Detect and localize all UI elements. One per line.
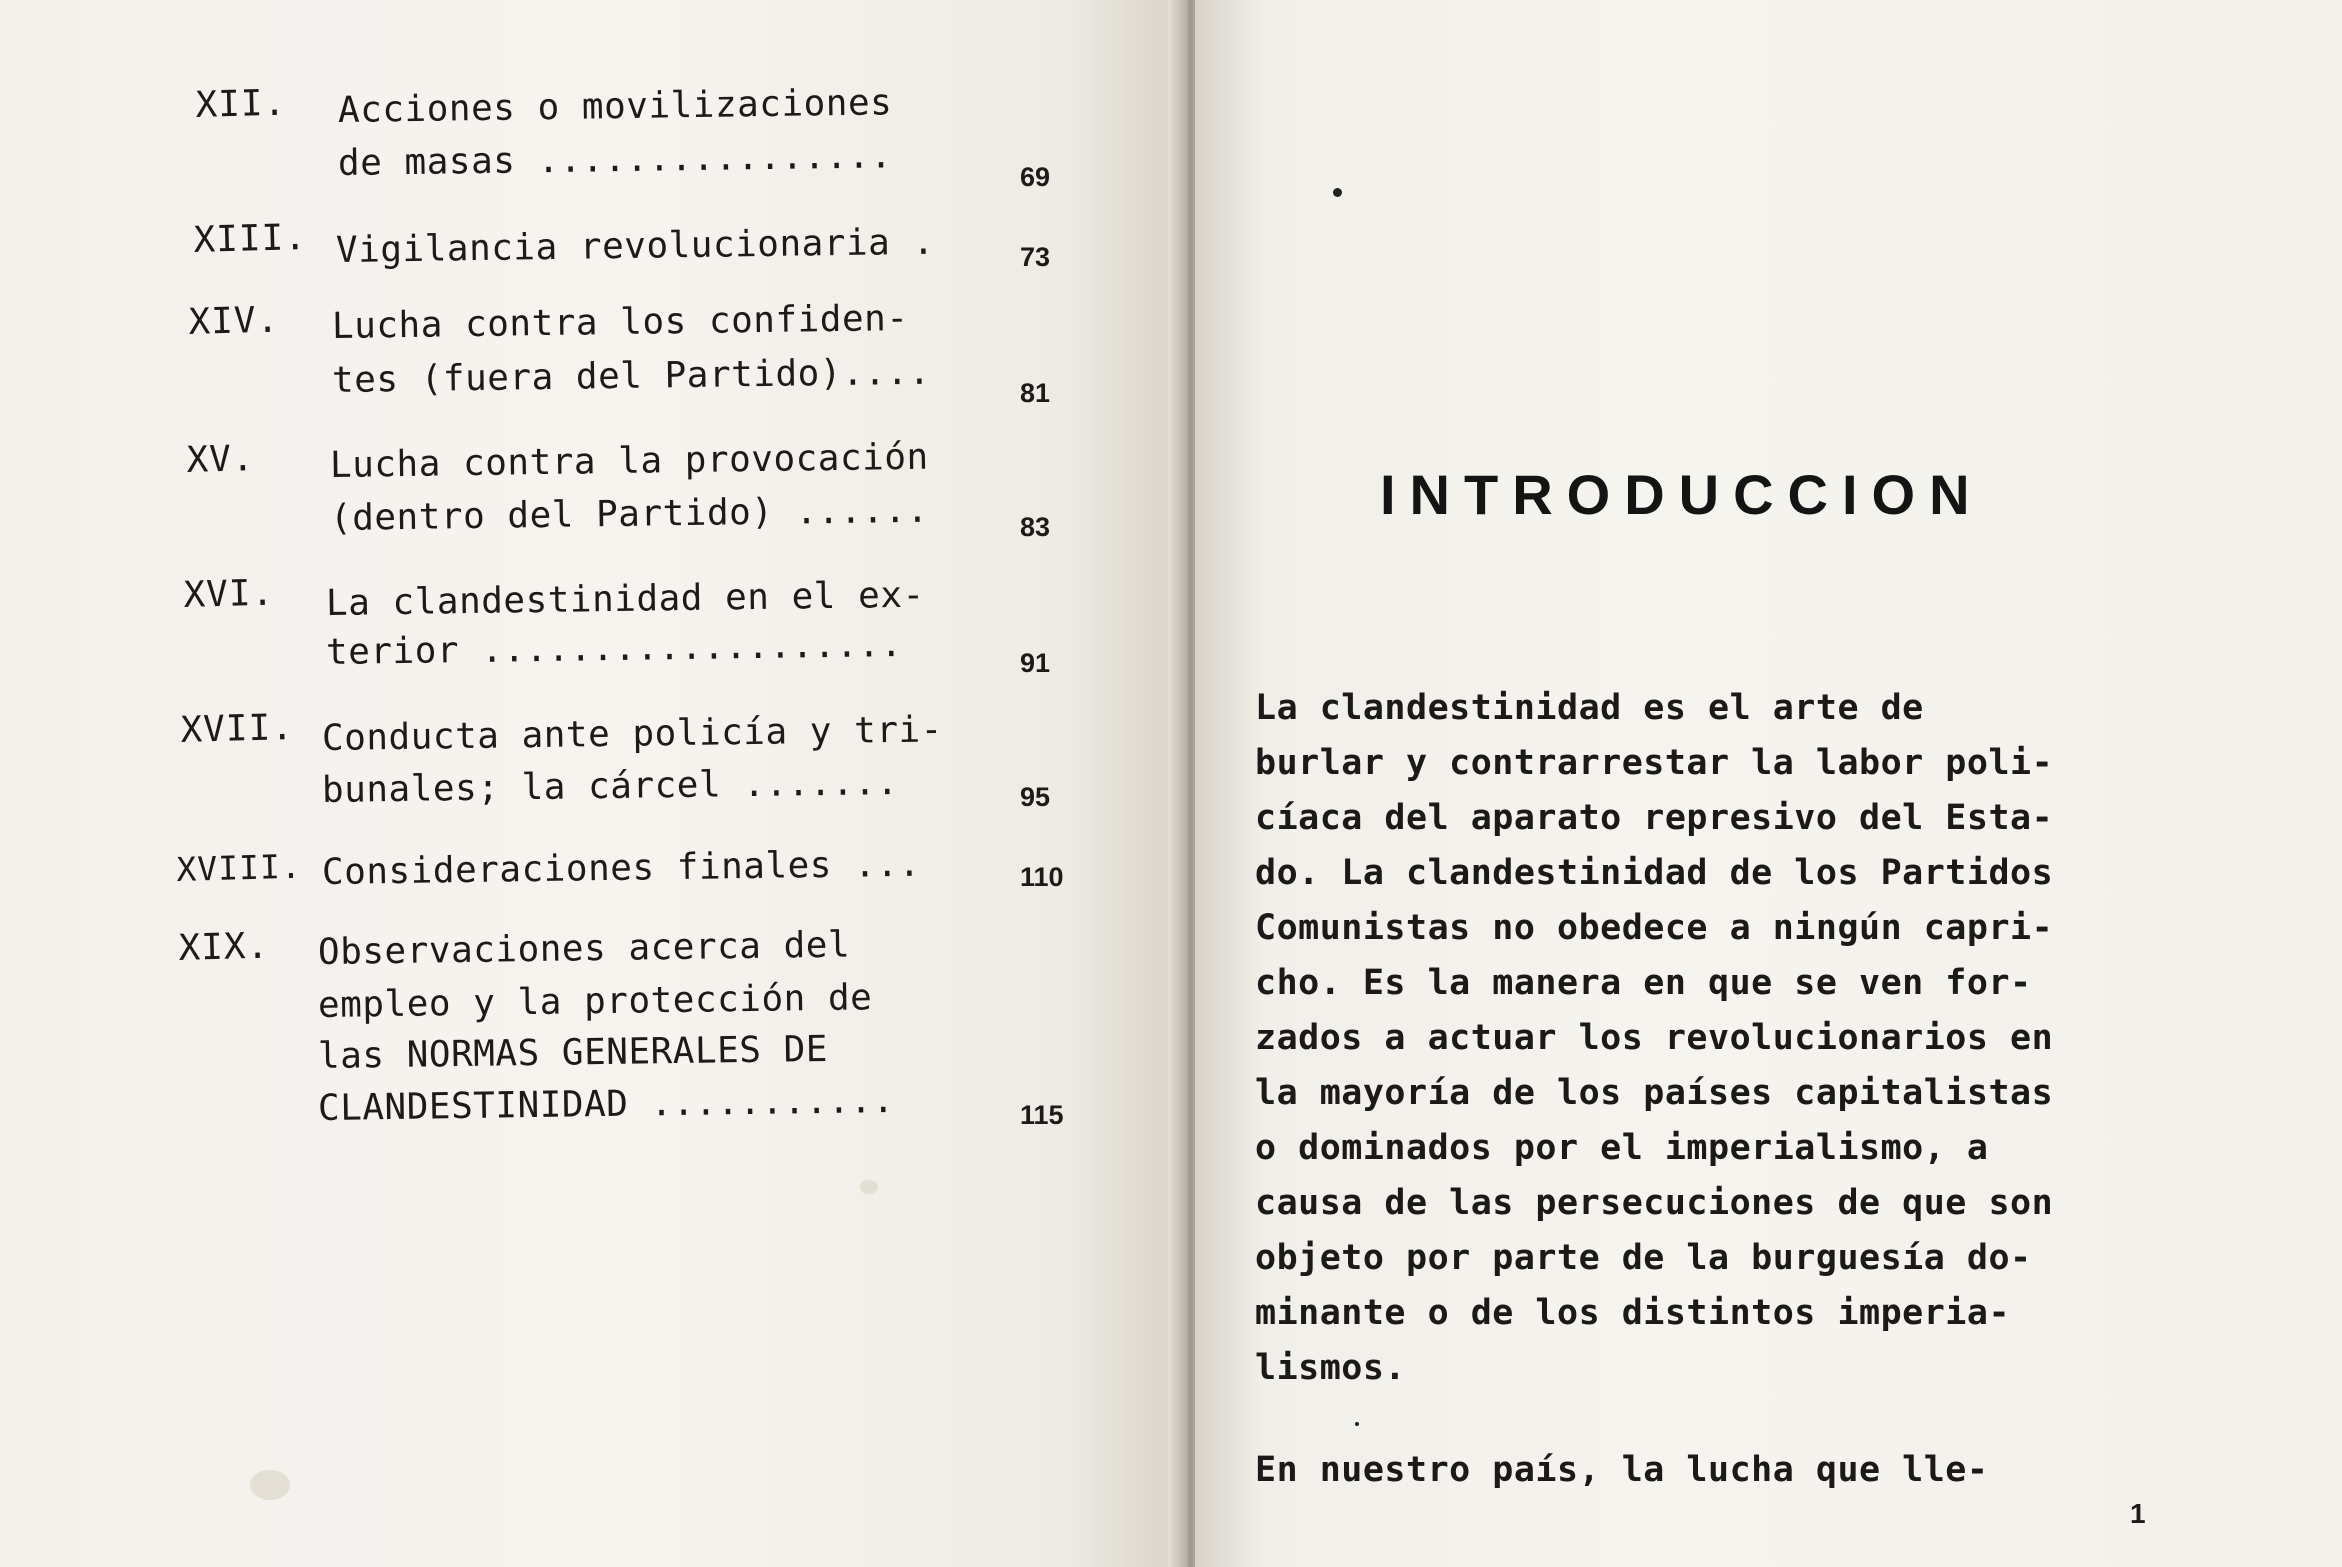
toc-entry-line: tes (fuera del Partido).... [331,351,931,401]
toc-entry-page: 83 [1020,512,1051,542]
body-line: la mayoría de los países capitalistas [1255,1073,2054,1113]
body-line: En nuestro país, la lucha que lle- [1255,1450,1989,1490]
toc-entry-line: Observaciones acerca del [317,924,851,973]
toc-entry-line: las NORMAS GENERALES DE [317,1028,829,1077]
body-line: cho. Es la manera en que se ven for- [1255,963,2032,1003]
body-line: causa de las persecuciones de que son [1255,1183,2054,1223]
toc-entry-number: XV. [186,438,256,481]
page-stain [250,1470,290,1500]
toc-entry-line: La clandestinidad en el ex- [325,574,925,624]
toc-entry-line: (dentro del Partido) ...... [329,489,929,539]
page-stain [860,1180,878,1194]
toc-entry-line: Lucha contra los confiden- [331,297,909,347]
ink-speck [1355,1422,1359,1426]
section-title: INTRODUCCION [1380,463,1984,526]
toc-entry-page: 115 [1020,1100,1064,1130]
toc-entry-number: XVI. [183,572,275,616]
body-line: minante o de los distintos imperia- [1255,1293,2011,1333]
toc-entry-line: Acciones o movilizaciones [337,82,893,131]
toc-entry-number: XIX. [178,925,270,969]
body-line: burlar y contrarrestar la labor poli- [1255,743,2054,783]
toc-entry-page: 95 [1020,782,1051,812]
toc-entry-number: XIV. [188,299,280,343]
body-line: lismos. [1255,1348,1407,1388]
toc-entry-line: terior ................... [325,623,903,673]
toc-entry-line: Lucha contra la provocación [329,436,929,486]
toc-entry-line: de masas ................ [337,135,893,184]
toc-entry-line: Vigilancia revolucionaria . [335,221,935,271]
body-line: o dominados por el imperialismo, a [1255,1128,1989,1168]
body-line: cíaca del aparato represivo del Esta- [1255,798,2054,838]
right-page [1195,0,2342,1567]
toc-entry-page: 110 [1020,862,1064,892]
toc-entry-page: 73 [1020,242,1051,272]
toc-entry-number: XIII. [193,217,308,261]
toc-entry-number: XVII. [180,707,295,751]
body-line: La clandestinidad es el arte de [1255,688,1924,728]
toc-entry-page: 81 [1020,378,1051,408]
body-line: zados a actuar los revolucionarios en [1255,1018,2054,1058]
toc-entry-line: Consideraciones finales ... [321,843,921,893]
toc-entry-line: empleo y la protección de [317,977,873,1026]
toc-entry-number: XII. [195,82,287,126]
body-line: objeto por parte de la burguesía do- [1255,1238,2032,1278]
toc-entry-page: 69 [1020,162,1051,192]
ink-speck [1333,188,1342,197]
body-line: Comunistas no obedece a ningún capri- [1255,908,2054,948]
toc-entry-line: CLANDESTINIDAD ........... [317,1079,895,1129]
toc-entry-line: Conducta ante policía y tri- [321,709,944,759]
toc-entry-page: 91 [1020,648,1051,678]
toc-entry-line: bunales; la cárcel ....... [321,761,899,811]
body-line: do. La clandestinidad de los Partidos [1255,853,2054,893]
page-number: 1 [2130,1498,2146,1529]
toc-entry-number: XVIII. [176,846,303,889]
